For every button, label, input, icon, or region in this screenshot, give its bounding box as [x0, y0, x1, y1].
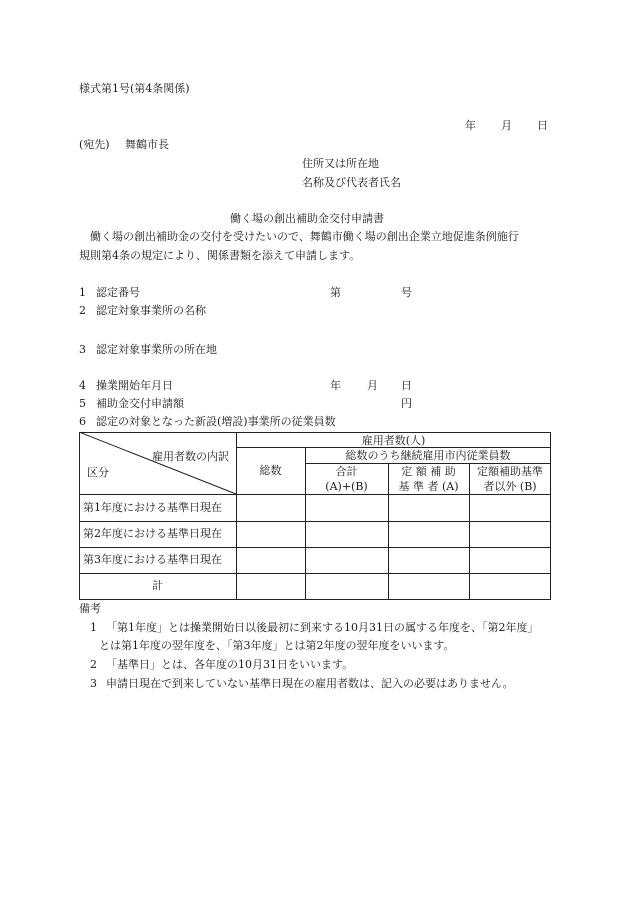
table-rule: [79, 573, 551, 574]
table-row-label: 第3年度における基準日現在: [83, 553, 222, 566]
addressee-name: 舞鶴市長: [125, 138, 169, 151]
table-header-breakdown: 雇用者数の内訳: [152, 450, 229, 463]
employee-count-table: [79, 432, 551, 600]
form-number: 様式第1号(第4条関係): [79, 82, 190, 95]
start-date-year-label: 年: [330, 379, 341, 392]
intro-line-2: 規則第4条の規定により、関係書類を添えて申請します。: [79, 249, 361, 262]
note-text: 「基準日」とは、各年度の10月31日をいいます。: [106, 658, 354, 671]
item-value-prefix: 第: [330, 286, 341, 299]
table-row-label: 第1年度における基準日現在: [83, 501, 222, 514]
table-header-other-sub: 者以外 (B): [483, 480, 537, 493]
document-title: 働く場の創出補助金交付申請書: [230, 212, 384, 225]
table-header-fixed-sub: 基 準 者 (A): [398, 480, 459, 493]
note-number: 3: [90, 677, 97, 690]
item-number: 1: [79, 286, 86, 299]
item-number: 3: [79, 343, 86, 356]
table-rule: [79, 547, 551, 548]
note-text: 申請日現在で到来していない基準日現在の雇用者数は、記入の必要はありません。: [106, 677, 514, 690]
applicant-address-label: 住所又は所在地: [302, 157, 379, 170]
table-row-label-total: 計: [152, 579, 163, 592]
applicant-name-label: 名称及び代表者氏名: [302, 176, 401, 189]
item-label-grant-amount: 補助金交付申請額: [96, 397, 184, 410]
table-header-fixed: 定 額 補 助: [401, 465, 456, 478]
item-number: 4: [79, 379, 86, 392]
table-row-label: 第2年度における基準日現在: [83, 527, 222, 540]
table-header-other: 定額補助基準: [477, 465, 543, 478]
start-date-month-label: 月: [367, 379, 378, 392]
item-label-office-address: 認定対象事業所の所在地: [96, 343, 217, 356]
item-number: 2: [79, 304, 86, 317]
date-month-label: 月: [501, 119, 512, 132]
table-header-total: 総数: [259, 464, 282, 477]
table-rule: [79, 521, 551, 522]
table-header-employees: 雇用者数(人): [361, 434, 426, 447]
item-label-employee-count: 認定の対象となった新設(増設)事業所の従業員数: [96, 415, 336, 428]
intro-line-1: 働く場の創出補助金の交付を受けたいので、舞鶴市働く場の創出企業立地促進条例施行: [90, 230, 519, 243]
table-rule: [236, 447, 551, 448]
item-label-certification-number: 認定番号: [96, 286, 140, 299]
note-number: 1: [90, 621, 97, 634]
item-number: 6: [79, 415, 86, 428]
table-header-sum-formula: (A)+(B): [325, 480, 368, 493]
item-number: 5: [79, 397, 86, 410]
note-number: 2: [90, 658, 97, 671]
item-value-suffix: 号: [401, 286, 412, 299]
note-text: とは第1年度の翌年度を、「第3年度」とは第2年度の翌年度をいいます。: [99, 639, 455, 652]
note-text: 「第1年度」とは操業開始日以後最初に到来する10月31日の属する年度を、「第2年度」: [106, 621, 539, 634]
table-header-sum: 合計: [335, 465, 358, 478]
table-rule: [305, 463, 551, 464]
table-header-continuing: 総数のうち継続雇用市内従業員数: [345, 449, 511, 462]
table-header-category: 区分: [87, 466, 109, 479]
grant-amount-yen-label: 円: [401, 397, 412, 410]
notes-heading: 備考: [79, 602, 101, 615]
start-date-day-label: 日: [401, 379, 412, 392]
diagonal-header-line: [79, 432, 237, 495]
item-label-start-date: 操業開始年月日: [96, 379, 173, 392]
date-day-label: 日: [537, 119, 548, 132]
date-year-label: 年: [465, 119, 476, 132]
item-label-office-name: 認定対象事業所の名称: [96, 304, 206, 317]
table-border-bottom: [79, 599, 551, 600]
addressee-prefix: (宛先): [79, 138, 110, 151]
